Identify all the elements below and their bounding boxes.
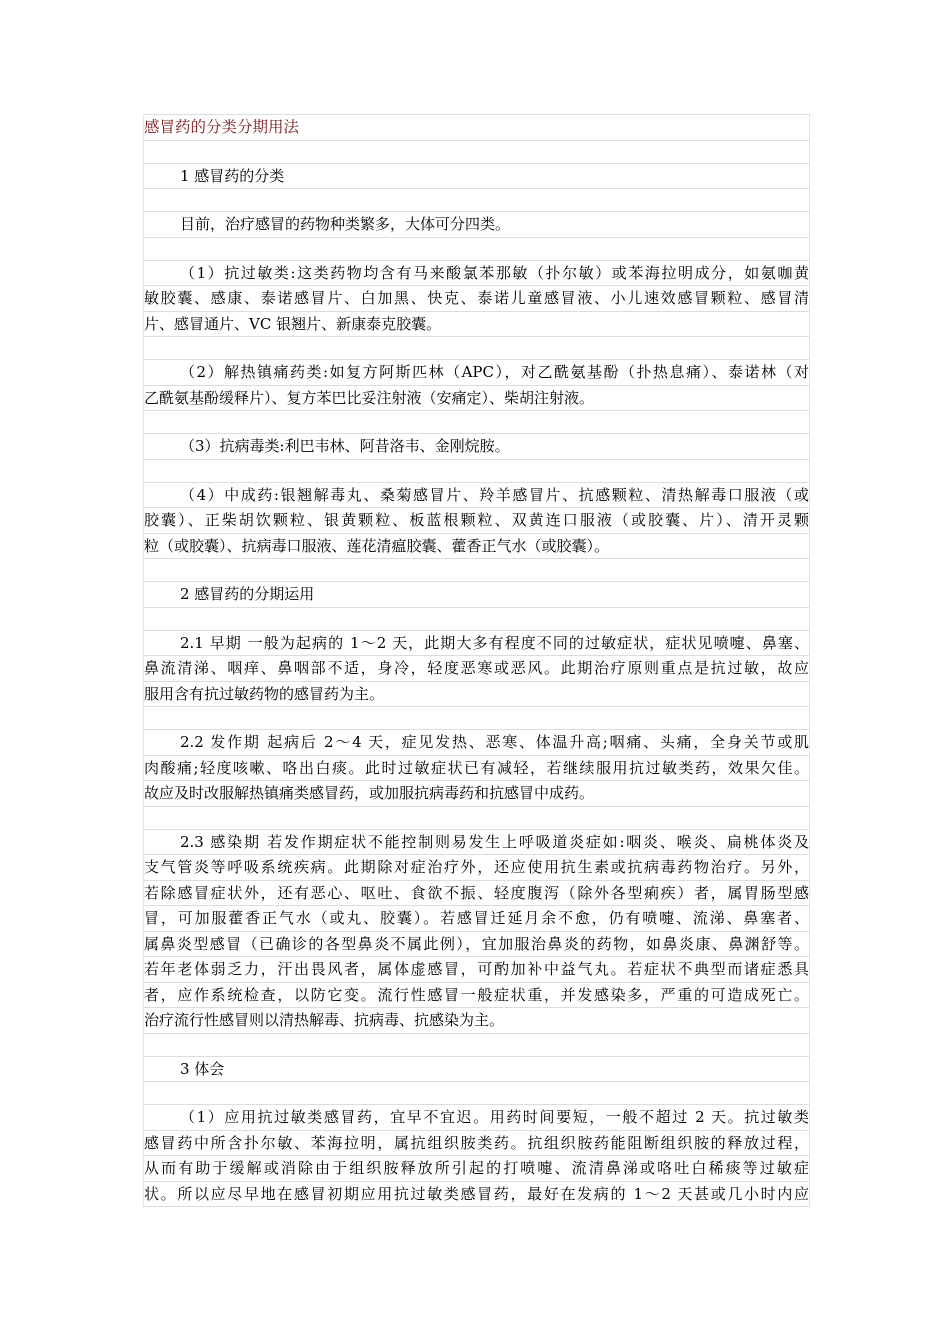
text-line: 支气管炎等呼吸系统疾病。此期除对症治疗外，还应使用抗生素或抗病毒药物治疗。另外，: [144, 855, 809, 881]
document-title: 感冒药的分类分期用法: [144, 114, 809, 141]
text-line: （4）中成药:银翘解毒丸、桑菊感冒片、羚羊感冒片、抗感颗粒、清热解毒口服液（或: [144, 483, 809, 509]
text-line: （1）应用抗过敏类感冒药，宜早不宜迟。用药时间要短，一般不超过 2 天。抗过敏类: [144, 1105, 809, 1131]
blank-row: [144, 337, 809, 360]
text-line: 粒（或胶囊）、抗病毒口服液、莲花清瘟胶囊、藿香正气水（或胶囊）。: [144, 534, 809, 560]
section-heading: 2 感冒药的分期运用: [144, 582, 809, 608]
text-line: 故应及时改服解热镇痛类感冒药，或加服抗病毒药和抗感冒中成药。: [144, 781, 809, 807]
text-line: （3）抗病毒类:利巴韦林、阿昔洛韦、金刚烷胺。: [144, 434, 809, 460]
text-line: 冒，可加服藿香正气水（或丸、胶囊）。若感冒迁延月余不愈，仍有喷嚏、流涕、鼻塞者、: [144, 906, 809, 932]
text-line: 2.2 发作期 起病后 2～4 天，症见发热、恶寒、体温升高;咽痛、头痛，全身关节或肌: [144, 730, 809, 756]
text-line: 目前，治疗感冒的药物种类繁多，大体可分四类。: [144, 212, 809, 238]
blank-row: [144, 559, 809, 582]
blank-row: [144, 608, 809, 631]
text-line: 若年老体弱乏力，汗出畏风者，属体虚感冒，可酌加补中益气丸。若症状不典型而诸症悉具: [144, 957, 809, 983]
blank-row: [144, 189, 809, 212]
text-line: 鼻流清涕、咽痒、鼻咽部不适，身冷，轻度恶寒或恶风。此期治疗原则重点是抗过敏，故应: [144, 656, 809, 682]
document-lines: [144, 141, 809, 1208]
text-line: 从而有助于缓解或消除由于组织胺释放所引起的打喷嚏、流清鼻涕或咯吐白稀痰等过敏症: [144, 1156, 809, 1182]
text-line: 感冒药中所含扑尔敏、苯海拉明，属抗组织胺类药。抗组织胺药能阻断组织胺的释放过程，: [144, 1131, 809, 1157]
text-line: 胶囊）、正柴胡饮颗粒、银黄颗粒、板蓝根颗粒、双黄连口服液（或胶囊、片）、清开灵颗: [144, 508, 809, 534]
text-line: 敏胶囊、感康、泰诺感冒片、白加黑、快克、泰诺儿童感冒液、小儿速效感冒颗粒、感冒清: [144, 286, 809, 312]
text-line: 肉酸痛;轻度咳嗽、咯出白痰。此时过敏症状已有减轻，若继续服用抗过敏类药，效果欠佳。: [144, 756, 809, 782]
blank-row: [144, 460, 809, 483]
document-body: [143, 114, 810, 1207]
text-line: 乙酰氨基酚缓释片）、复方苯巴比妥注射液（安痛定）、柴胡注射液。: [144, 386, 809, 412]
section-heading: 1 感冒药的分类: [144, 164, 809, 190]
text-line: 状。所以应尽早地在感冒初期应用抗过敏类感冒药，最好在发病的 1～2 天甚或几小时内应: [144, 1182, 809, 1208]
blank-row: [144, 1034, 809, 1057]
text-line: 若除感冒症状外，还有恶心、呕吐、食欲不振、轻度腹泻（除外各型痢疾）者，属胃肠型感: [144, 881, 809, 907]
blank-row: [144, 1082, 809, 1105]
blank-row: [144, 707, 809, 730]
text-line: 者，应作系统检查，以防它变。流行性感冒一般症状重，并发感染多，严重的可造成死亡。: [144, 983, 809, 1009]
text-line: 治疗流行性感冒则以清热解毒、抗病毒、抗感染为主。: [144, 1008, 809, 1034]
blank-row: [144, 807, 809, 830]
text-line: 2.1 早期 一般为起病的 1～2 天，此期大多有程度不同的过敏症状，症状见喷嚏、鼻塞、: [144, 631, 809, 657]
section-heading: 3 体会: [144, 1057, 809, 1083]
text-line: 属鼻炎型感冒（已确诊的各型鼻炎不属此例），宜加服治鼻炎的药物，如鼻炎康、鼻渊舒等。: [144, 932, 809, 958]
blank-row: [144, 238, 809, 261]
blank-row: [144, 141, 809, 164]
text-line: （1）抗过敏类:这类药物均含有马来酸氯苯那敏（扑尔敏）或苯海拉明成分，如氨咖黄: [144, 261, 809, 287]
text-line: 片、感冒通片、VC 银翘片、新康泰克胶囊。: [144, 312, 809, 338]
text-line: （2）解热镇痛药类:如复方阿斯匹林（APC），对乙酰氨基酚（扑热息痛）、泰诺林（对: [144, 360, 809, 386]
text-line: 服用含有抗过敏药物的感冒药为主。: [144, 682, 809, 708]
blank-row: [144, 411, 809, 434]
text-line: 2.3 感染期 若发作期症状不能控制则易发生上呼吸道炎症如:咽炎、喉炎、扁桃体炎及: [144, 830, 809, 856]
